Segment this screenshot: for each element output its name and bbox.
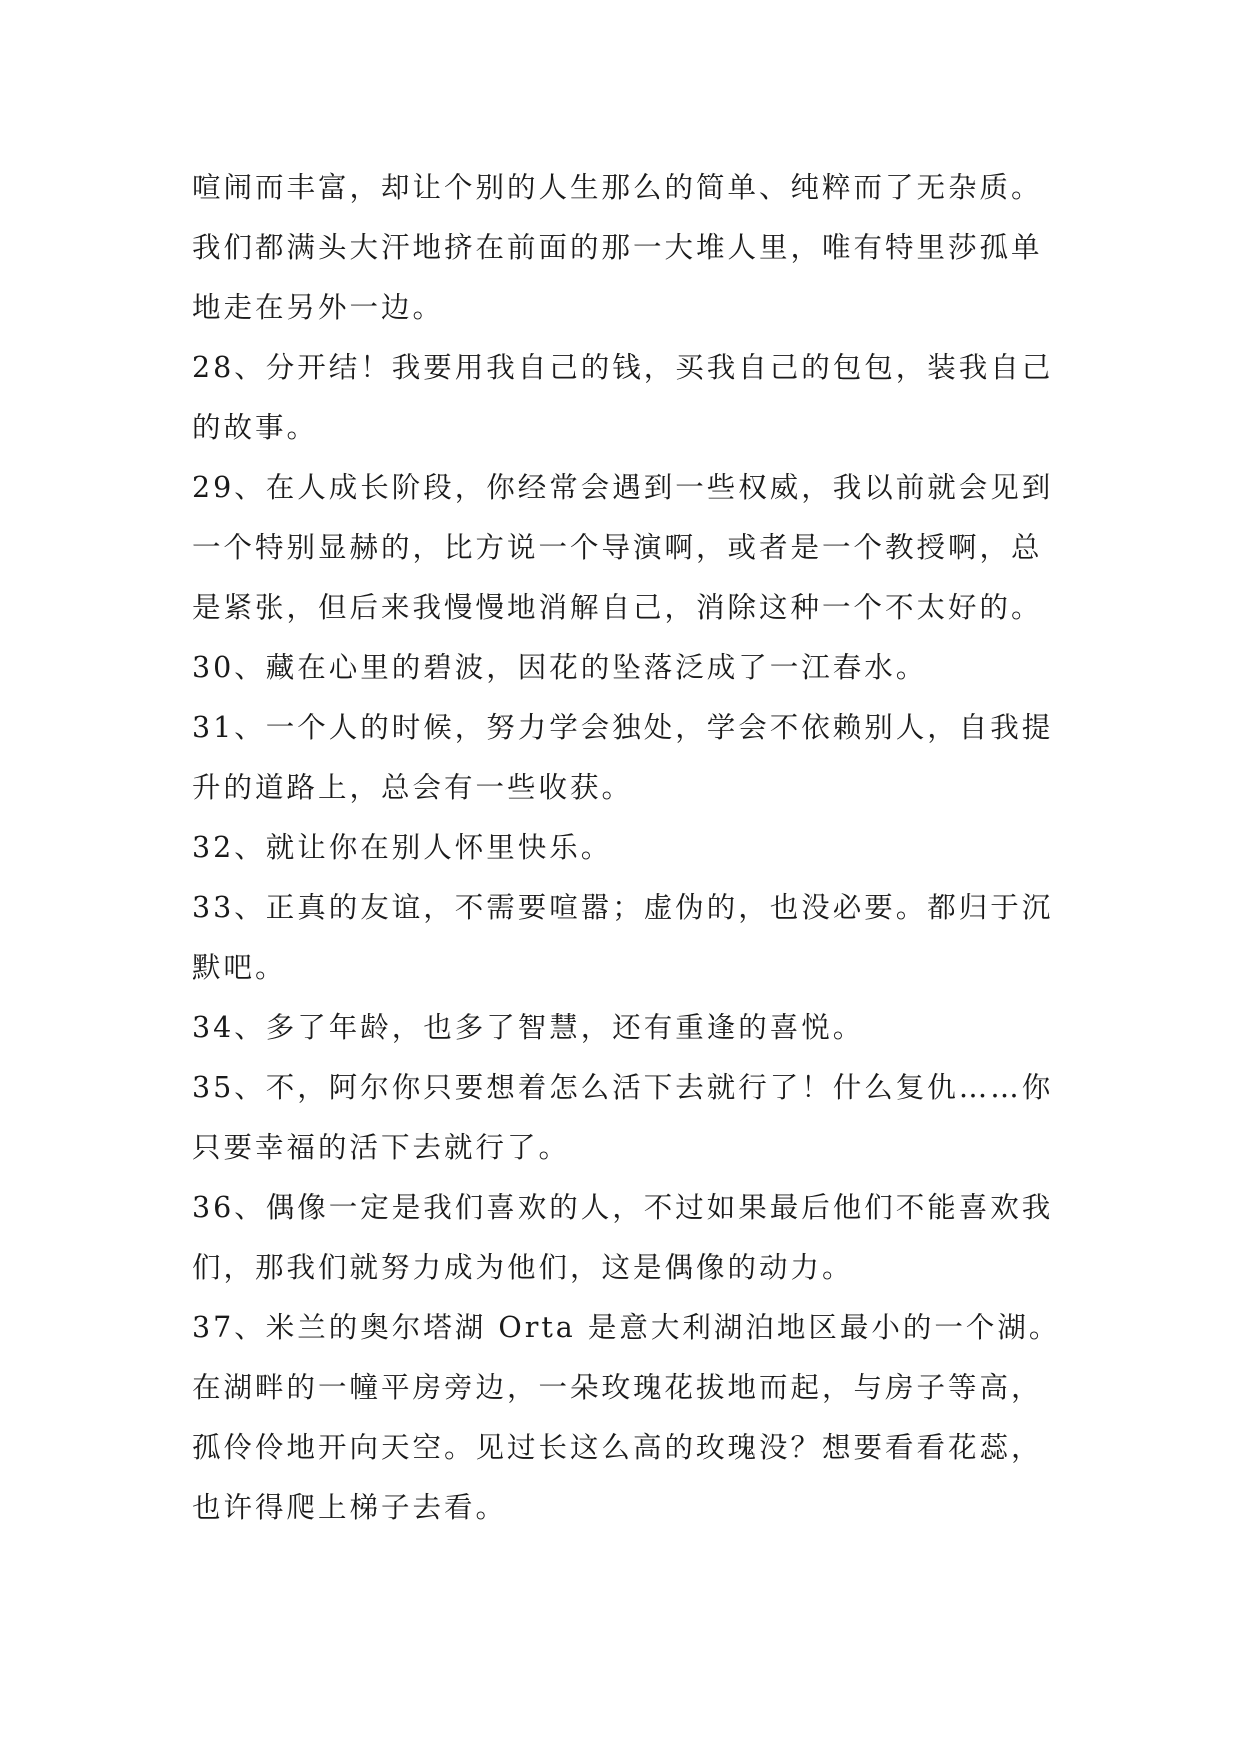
paragraph: 喧闹而丰富，却让个别的人生那么的简单、纯粹而了无杂质。我们都满头大汗地挤在前面的那一大堆人里，唯有特里莎孤单地走在另外一边。	[192, 171, 1043, 324]
paragraph: 32、就让你在别人怀里快乐。	[192, 831, 613, 864]
paragraph: 29、在人成长阶段，你经常会遇到一些权威，我以前就会见到一个特别显赫的，比方说一个导演啊，或者是一个教授啊，总是紧张，但后来我慢慢地消解自己，消除这种一个不太好的。	[192, 471, 1054, 624]
paragraph: 33、正真的友谊，不需要喧嚣；虚伪的，也没必要。都归于沉默吧。	[192, 891, 1054, 984]
paragraph: 35、不，阿尔你只要想着怎么活下去就行了！什么复仇……你只要幸福的活下去就行了。	[192, 1071, 1054, 1164]
document-body	[192, 158, 1062, 1538]
paragraph: 30、藏在心里的碧波，因花的坠落泛成了一江春水。	[192, 651, 928, 684]
paragraph: 36、偶像一定是我们喜欢的人，不过如果最后他们不能喜欢我们，那我们就努力成为他们，这是偶像的动力。	[192, 1191, 1054, 1284]
paragraph: 28、分开结！我要用我自己的钱，买我自己的包包，装我自己的故事。	[192, 351, 1054, 444]
paragraph: 34、多了年龄，也多了智慧，还有重逢的喜悦。	[192, 1011, 865, 1044]
paragraph: 37、米兰的奥尔塔湖 Orta 是意大利湖泊地区最小的一个湖。在湖畔的一幢平房旁边，一朵玫瑰花拔地而起，与房子等高，孤伶伶地开向天空。见过长这么高的玫瑰没？想要看看花蕊，也许得爬上梯子去看。	[192, 1311, 1061, 1524]
paragraph: 31、一个人的时候，努力学会独处，学会不依赖别人，自我提升的道路上，总会有一些收获。	[192, 711, 1054, 804]
